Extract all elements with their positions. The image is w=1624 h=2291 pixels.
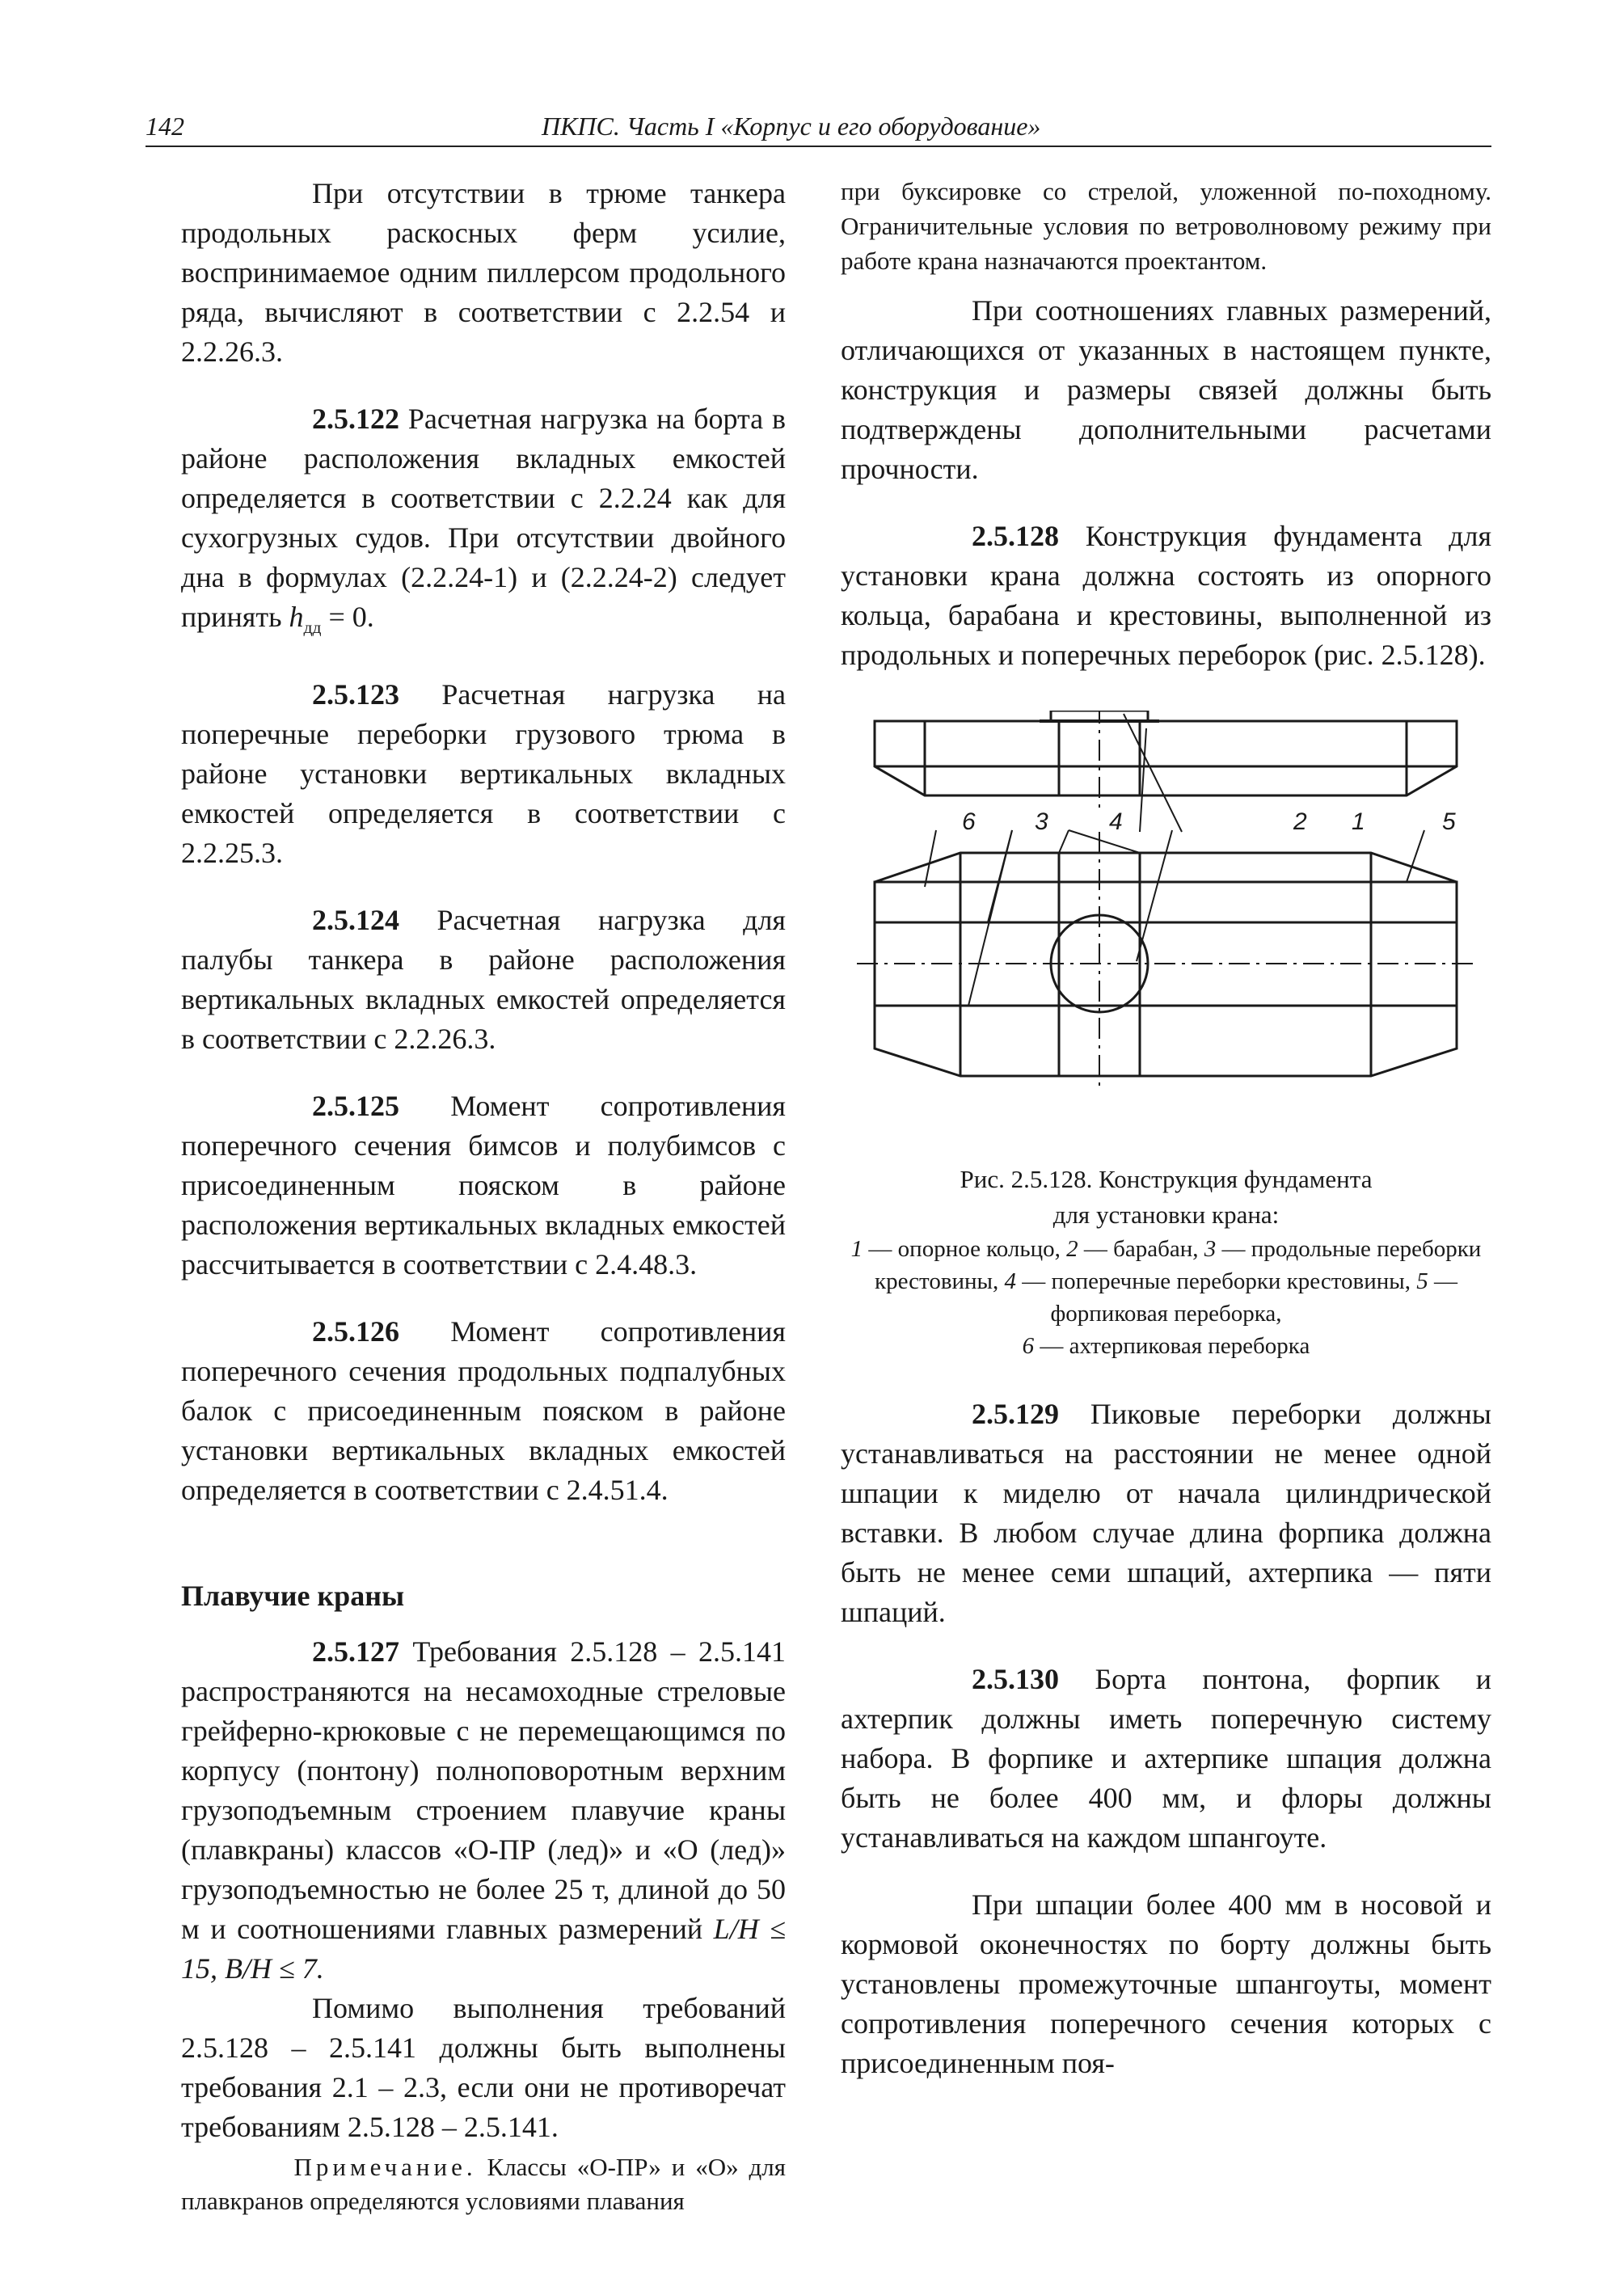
note-text: Классы «О-ПР» и «О» для плавкранов определяются условиями плавания	[181, 2153, 786, 2216]
note-paragraph	[181, 2150, 786, 2218]
paragraph-2-5-124	[181, 901, 786, 1059]
figure-caption	[841, 1162, 1491, 1362]
clause-text: Расчетная нагрузка для палубы танкера в районе расположения вертикальных вкладных емкостей определяется в соответствии с 2.2.26.3.	[181, 904, 786, 1056]
clause-text: Конструкция фундамента для установки крана должна состоять из опорного кольца, барабана и крестовины, выполненной из продольных и поперечных переборок (рис. 2.5.128).	[841, 520, 1491, 671]
clause-text: Расчетная нагрузка на борта в районе расположения вкладных емкостей определяется в соответствии с 2.2.24 как для сухогрузных судов. При отсутствии двойного дна в формулах (2.2.24-1) и (2.2.24-2) следует принять	[181, 403, 786, 633]
clause-number: 2.5.129	[972, 1398, 1059, 1430]
paragraph-2-5-127	[181, 1632, 786, 1989]
clause-number: 2.5.130	[972, 1663, 1059, 1695]
clause-number: 2.5.125	[312, 1090, 399, 1123]
label-2: 2	[1293, 808, 1307, 835]
clause-number: 2.5.122	[312, 403, 399, 435]
variable-h: h	[289, 601, 304, 633]
legend-number: 4	[1004, 1268, 1017, 1294]
variable-subscript: дд	[303, 618, 322, 638]
label-6: 6	[962, 808, 976, 835]
legend-text: — ахтерпиковая переборка	[1034, 1333, 1310, 1359]
legend-number: 5	[1416, 1268, 1428, 1294]
clause-text: Момент сопротивления поперечного сечения бимсов и полубимсов с присоединенным пояском в районе расположения вертикальных вкладных емкостей рассчитывается в соответствии с 2.4.48.3.	[181, 1090, 786, 1281]
right-column	[841, 174, 1491, 2083]
label-5: 5	[1442, 808, 1456, 835]
clause-text: Требования 2.5.128 – 2.5.141 распространяются на несамоходные стреловые грейферно-крюковые с не перемещающимся по корпусу (понтону) полноповоротным верхним грузоподъемным строением плавучие краны (плавкраны) классов «О-ПР (лед)» и «О (лед)» грузоподъемностью не более 25 т, длиной до 50 м и соотношениями главных размерений	[181, 1635, 786, 1946]
clause-text: Момент сопротивления поперечного сечения продольных подпалубных балок с присоединенным пояском в районе установки вертикальных вкладных емкостей определяется в соответствии с 2.4.51.4.	[181, 1315, 786, 1507]
callout-labels	[962, 808, 1456, 835]
paragraph-2-5-123	[181, 675, 786, 873]
legend-text: — опорное кольцо,	[863, 1236, 1067, 1262]
clause-text: Расчетная нагрузка на поперечные переборки грузового трюма в районе установки вертикальных вкладных емкостей определяется в соответствии с 2.2.25.3.	[181, 678, 786, 870]
left-column	[181, 174, 786, 2218]
page-number: 142	[146, 112, 184, 141]
clause-number: 2.5.128	[972, 520, 1059, 552]
legend-number: 1	[850, 1236, 863, 1262]
paragraph-spacing: При шпации более 400 мм в носовой и кормовой оконечностях по борту должны быть установлены промежуточные шпангоуты, момент сопротивления поперечного сечения которых с присоединенным поя-	[841, 1888, 1491, 2079]
side-elevation	[875, 711, 1457, 808]
legend-number: 2	[1066, 1236, 1078, 1262]
foundation-drawing	[841, 711, 1491, 1157]
plan-leaders	[925, 830, 1424, 1006]
plan-view	[857, 832, 1479, 1091]
paragraph-2-5-126	[181, 1312, 786, 1510]
running-header	[146, 112, 1491, 147]
ratio-formula: L/H ≤ 15, B/H ≤ 7.	[181, 1913, 786, 1985]
note-continuation: при буксировке со стрелой, уложенной по-походному. Ограничительные условия по ветроволновому режиму при работе крана назначаются проектантом.	[841, 177, 1491, 275]
clause-number: 2.5.126	[312, 1315, 399, 1348]
section-title: Плавучие краны	[181, 1580, 405, 1613]
legend-text: — продольные переборки крестовины,	[874, 1236, 1482, 1294]
paragraph-2-5-122	[181, 399, 786, 648]
paragraph-2-5-128	[841, 517, 1491, 675]
legend-number: 6	[1022, 1333, 1035, 1359]
clause-text: Борта понтона, форпик и ахтерпик должны иметь поперечную систему набора. В форпике и ахтерпике шпация должна быть не более 400 мм, и флоры должны устанавливаться на каждом шпангоуте.	[841, 1663, 1491, 1854]
clause-text-end: = 0.	[321, 601, 374, 633]
legend-text: — поперечные переборки крестовины,	[1016, 1268, 1417, 1294]
note-label: Примечание.	[293, 2153, 477, 2182]
caption-title-2: для установки крана:	[1052, 1200, 1280, 1229]
clause-number: 2.5.123	[312, 678, 399, 711]
legend-text: — барабан,	[1078, 1236, 1204, 1262]
running-title: ПКПС. Часть I «Корпус и его оборудование»	[542, 112, 1041, 141]
label-3: 3	[1035, 808, 1048, 835]
paragraph-2-5-130	[841, 1660, 1491, 1858]
paragraph-intro: При отсутствии в трюме танкера продольных раскосных ферм усилие, воспринимаемое одним пиллерсом продольного ряда, вычисляют в соответствии с 2.2.54 и 2.2.26.3.	[181, 177, 786, 368]
legend-text: — форпиковая переборка,	[1050, 1268, 1458, 1327]
caption-legend	[841, 1233, 1491, 1362]
label-4: 4	[1109, 808, 1123, 835]
callout-leaders	[1124, 714, 1182, 832]
paragraph-2-5-129	[841, 1394, 1491, 1632]
paragraph-ratios: При соотношениях главных размерений, отличающихся от указанных в настоящем пункте, конструкция и размеры связей должны быть подтверждены дополнительными расчетами прочности.	[841, 294, 1491, 485]
figure-crane-foundation	[841, 711, 1491, 1157]
clause-text: Пиковые переборки должны устанавливаться на расстоянии не менее одной шпации к миделю от начала цилиндрической вставки. В любом случае длина форпика должна быть не менее семи шпаций, ахтерпика — пяти шпаций.	[841, 1398, 1491, 1628]
clause-number: 2.5.127	[312, 1635, 399, 1669]
label-1: 1	[1352, 808, 1365, 835]
paragraph-besides: Помимо выполнения требований 2.5.128 – 2.5.141 должны быть выполнены требования 2.1 – 2.3, если они не противоречат требованиям 2.5.128 – 2.5.141.	[181, 1992, 786, 2144]
legend-number: 3	[1204, 1236, 1217, 1262]
paragraph-2-5-125	[181, 1086, 786, 1285]
clause-number: 2.5.124	[312, 904, 399, 937]
caption-title: Рис. 2.5.128. Конструкция фундамента	[960, 1165, 1373, 1193]
